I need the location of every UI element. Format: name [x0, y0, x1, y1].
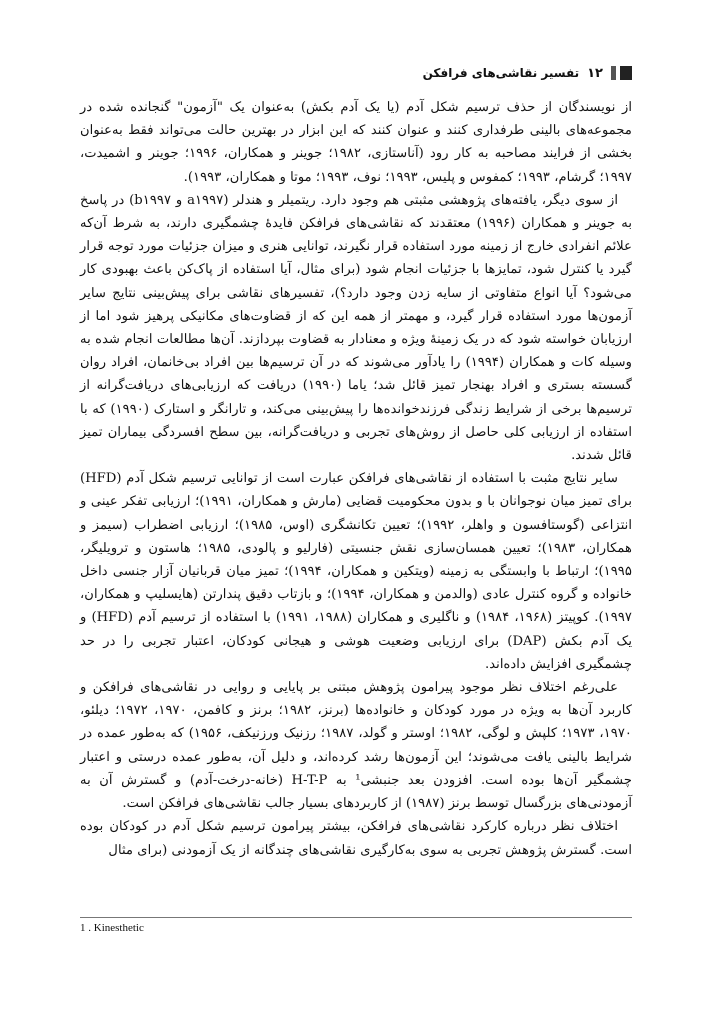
header-bar-icon: [611, 66, 616, 80]
paragraph-1: از نویسندگان از حذف ترسیم شکل آدم (یا یک آدم بکش) به‌عنوان یک "آزمون" گنجانده شده در مجموعه‌های بالینی طرفداری کنند و عنوان کنند که این ابزار در بهترین حالت می‌تواند فقط به‌عنوان بخشی از فرایند مصاحبه به کار رود (آناستازی، ۱۹۸۲؛ جوینر و همکاران، ۱۹۹۶؛ جوینر و اشمیدت، ۱۹۹۷؛ گرشام، ۱۹۹۳؛ کمفوس و پلیس، ۱۹۹۳؛ نوف، ۱۹۹۳؛ موتا و همکاران، ۱۹۹۳).: [80, 100, 633, 185]
paragraph-5: اختلاف نظر درباره کارکرد نقاشی‌های فرافکن، بیشتر پیرامون ترسیم شکل آدم در کودکان بوده است. گسترش پژوهش تجربی به سوی به‌کارگیری نقاشی‌های چندگانه از یک آزمودنی (برای مثال: [80, 819, 632, 858]
running-title: تفسیر نقاشی‌های فرافکن: [422, 66, 580, 80]
paragraph-3: سایر نتایج مثبت با استفاده از نقاشی‌های فرافکن عبارت است از توانایی ترسیم شکل آدم (HFD) برای تمیز میان نوجوانان با و بدون محکومیت قضایی (مارش و همکاران، ۱۹۹۱)؛ ارزیابی تفکر عینی و انتزاعی (گوستافسون و واهلر، ۱۹۹۲)؛ تعیین تکانشگری (اوس، ۱۹۸۵)؛ ارزیابی اضطراب (سیمز و همکاران، ۱۹۸۳)؛ تعیین همسان‌سازی نقش جنسیتی (فارلیو و پالودی، ۱۹۸۵؛ هاستون و ترویلیگر، ۱۹۹۵)؛ ارتباط با وابستگی به زمینه (ویتکین و همکاران، ۱۹۹۴)؛ تمیز میان قربانیان آزار جنسی داخل خانواده و گروه کنترل عادی (والدمن و همکاران، ۱۹۹۴)؛ و بازتاب دقیق پندارتن (هایسلیپ و همکاران، ۱۹۹۷). کوپیتز (۱۹۶۸، ۱۹۸۴) و ناگلیری و همکاران (۱۹۸۸، ۱۹۹۱) با استفاده از ترسیم آدم (HFD) و یک آدم بکش (DAP) برای ارزیابی وضعیت هوشی و هیجانی کودکان، اعتبار تجربی را در حد چشمگیری افزایش داده‌اند.: [80, 471, 633, 672]
header-block-icon: [620, 66, 632, 80]
page-number: ۱۲: [587, 65, 603, 81]
paragraph-2: از سوی دیگر، یافته‌های پژوهشی مثبتی هم وجود دارد. ریتمیلر و هندلر (a۱۹۹۷ و b۱۹۹۷) در پاسخ به جوینر و همکاران (۱۹۹۶) معتقدند که نقاشی‌های فرافکن فایدهٔ چشمگیری دارند، به شرط آن‌که علائم انفرادی خارج از زمینه مورد استفاده قرار نگیرند، توانایی هنری و میزان جزئیات مورد توجه قرار گیرد یا کنترل شود، تمایزها با جزئیات انجام شود (برای مثال، آیا استفاده از پاک‌کن باعث بهبودی کار می‌شود؟ آیا انواع متفاوتی از سایه زدن وجود دارد؟)، تفسیرهای نقاشی برای پیش‌بینی نتایج سایر آزمون‌ها مورد استفاده قرار گیرد، و مهمتر از همه این که از قضاوت‌های مکانیکی پرهیز شود اما از ارزیابان خواسته شود که در یک زمینهٔ ویژه و معنادار به قضاوت بپردازند. آن‌ها مطالعات انجام شده به وسیله کات و همکاران (۱۹۹۴) را یادآور می‌شوند که در آن ترسیم‌ها بین افراد بی‌خانمان، افراد روان گسسته بستری و افراد بهنجار تمیز قائل شد؛ یاما (۱۹۹۰) دریافت که ارزیابی‌های دریافت‌گرانه از ترسیم‌ها برخی از شرایط زندگی فرزندخوانده‌ها را پیش‌بینی می‌کند، و تارانگر و استارک (۱۹۹۰) که با استفاده از ارزیابی کلی حاصل از روش‌های تجربی و دریافت‌گرانه، بین سطح افسردگی بیماران تمیز قائل شدند.: [80, 192, 633, 464]
paragraph-4: علی‌رغم اختلاف نظر موجود پیرامون پژوهش مبتنی بر پایایی و روایی در نقاشی‌های فرافکن و کاربرد آن‌ها به ویژه در مورد کودکان و خانواده‌ها (برنز، ۱۹۸۲؛ برنز و کافمن، ۱۹۷۰، ۱۹۷۲؛ دیلئو، ۱۹۷۰، ۱۹۷۳؛ کلپش و لوگی، ۱۹۸۲؛ اوستر و گولد، ۱۹۸۷؛ رزنیک ورزنیکف، ۱۹۵۶) که به‌طور عمده در شرایط بالینی یافت می‌شوند؛ این آزمون‌ها رشد کرده‌اند، و دلیل آن، به‌طور عمده درستی و اعتبار چشمگیر آن‌ها بوده است. افزودن بعد جنبشی¹ به H-T-P (خانه-درخت-آدم) و گسترش آن به آزمودنی‌های بزرگسال توسط برنز (۱۹۸۷) از کاربردهای بسیار جالب نقاشی‌های فرافکن است.: [80, 680, 632, 812]
footnote: 1 . Kinesthetic: [80, 922, 144, 934]
running-header: [80, 62, 632, 84]
body-text: [80, 96, 632, 862]
footnote-divider: [80, 917, 632, 918]
